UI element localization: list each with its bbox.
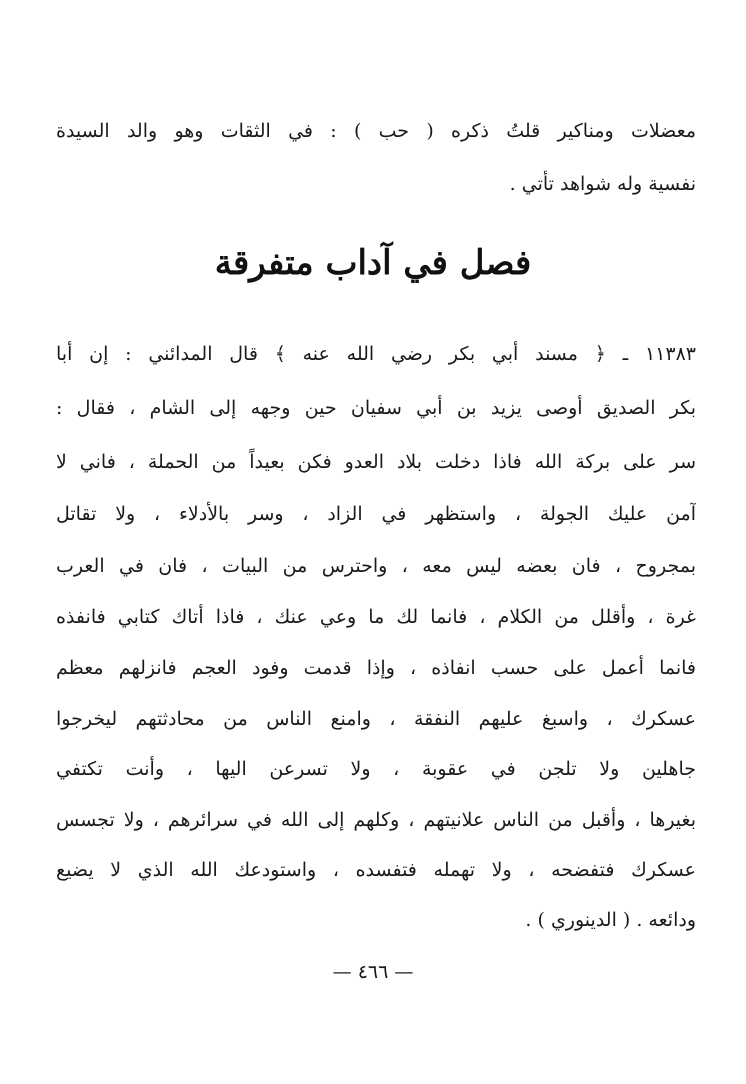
body-line-1: ١١٣٨٣ ـ ﴿ مسند أبي بكر رضي الله عنه ﴾ قال المدائني : إن أبا <box>56 343 696 365</box>
body-line-9: جاهلين ولا تلجن في عقوبة ، ولا تسرعن اليها ، وأنت تكتفي <box>56 758 696 780</box>
body-line-12: ودائعه . ( الدينوري ) . <box>525 909 696 931</box>
intro-line-2: نفسية وله شواهد تأتي . <box>509 173 696 195</box>
body-line-5: بمجروح ، فان بعضه ليس معه ، واحترس من البيات ، فان في العرب <box>56 555 696 577</box>
body-line-2: بكر الصديق أوصى يزيد بن أبي سفيان حين وجهه إلى الشام ، فقال : <box>56 397 696 419</box>
intro-line-1: معضلات ومناكير قلتُ ذكره ( حب ) : في الثقات وهو والد السيدة <box>56 120 696 142</box>
section-heading: فصل في آداب متفرقة <box>214 243 532 283</box>
body-line-11: عسكرك فتفضحه ، ولا تهمله فتفسده ، واستودعك الله الذي لا يضيع <box>56 859 696 881</box>
body-line-6: غرة ، وأقلل من الكلام ، فانما لك ما وعي عنك ، فاذا أتاك كتابي فانفذه <box>56 606 696 628</box>
body-line-4: آمن عليك الجولة ، واستظهر في الزاد ، وسر بالأدلاء ، ولا تقاتل <box>56 503 696 525</box>
body-line-10: بغيرها ، وأقبل من الناس علانيتهم ، وكلهم إلى الله في سرائرهم ، ولا تجسس <box>56 809 696 831</box>
body-line-8: عسكرك ، واسبغ عليهم النفقة ، وامنع الناس من محادثتهم ليخرجوا <box>56 708 696 730</box>
body-line-7: فانما أعمل على حسب انفاذه ، وإذا قدمت وفود العجم فانزلهم معظم <box>56 657 696 679</box>
body-line-3: سر على بركة الله فاذا دخلت بلاد العدو فكن بعيداً من الحملة ، فاني لا <box>56 451 696 473</box>
page-number: — ٤٦٦ — <box>332 961 414 983</box>
